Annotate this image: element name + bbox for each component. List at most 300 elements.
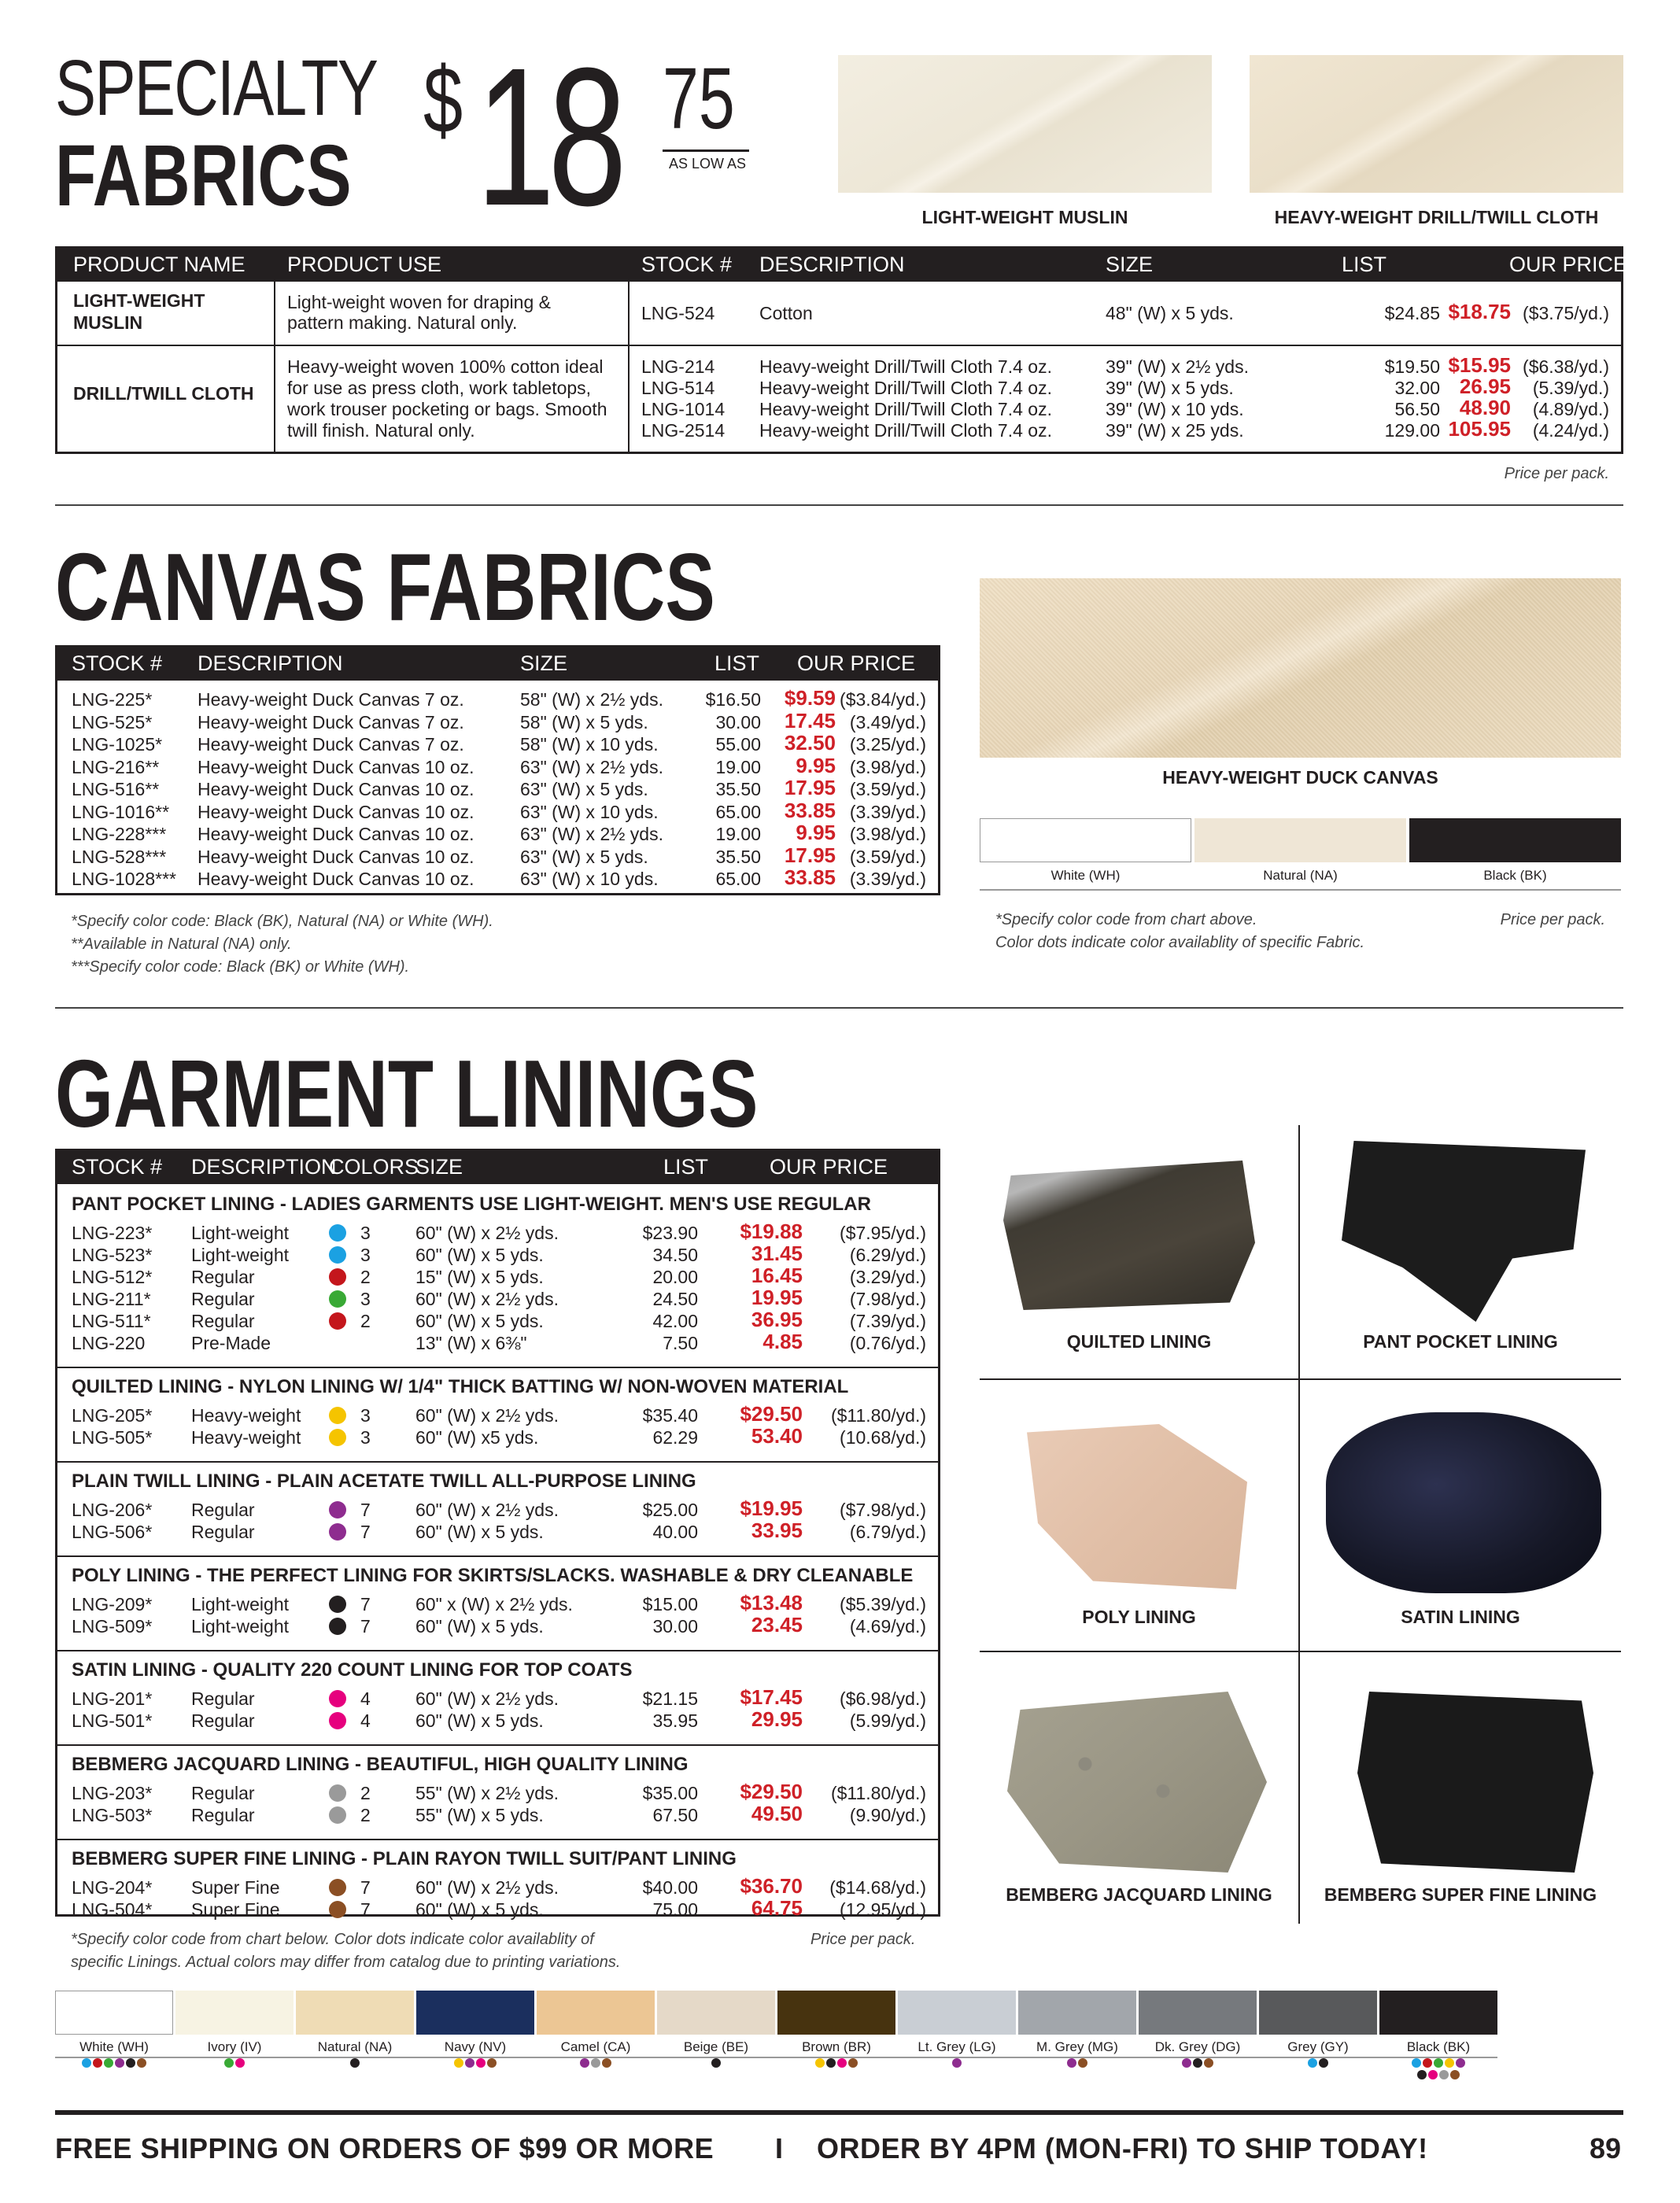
color-availability-dot — [476, 2058, 486, 2068]
swatch — [1259, 1991, 1377, 2035]
color-dot — [329, 1879, 346, 1896]
col-stock: STOCK # — [641, 253, 733, 276]
footer-separator: I — [775, 2132, 784, 2164]
our-price: 105.95 — [1448, 417, 1511, 441]
our-price: 49.50 — [751, 1802, 803, 1825]
swatch — [657, 1991, 775, 2035]
stock-number: LNG-509* — [72, 1616, 153, 1637]
price-per-yard: ($7.98/yd.) — [840, 1500, 926, 1520]
col-our-price: OUR PRICE — [1509, 253, 1628, 276]
grid-vertical-rule — [1298, 1125, 1300, 1924]
size: 55" (W) x 5 yds. — [415, 1805, 544, 1825]
color-count: 3 — [360, 1245, 371, 1265]
col-size: SIZE — [415, 1155, 463, 1179]
list-price: 129.00 — [1384, 420, 1440, 441]
swatch-label: Beige (BE) — [683, 2039, 749, 2054]
list-price: $25.00 — [642, 1500, 698, 1520]
duck-canvas-caption: HEAVY-WEIGHT DUCK CANVAS — [1162, 767, 1438, 788]
our-price: 33.95 — [751, 1518, 803, 1542]
quilted-lining-image — [1003, 1161, 1255, 1310]
color-availability-dot — [93, 2058, 102, 2068]
color-availability-dot — [224, 2058, 234, 2068]
color-availability-dot — [1423, 2058, 1432, 2068]
price-per-yard: ($6.98/yd.) — [840, 1688, 926, 1709]
price-per-yard: (6.29/yd.) — [849, 1245, 926, 1265]
description: Super Fine — [191, 1899, 280, 1920]
description: Heavy-weight Duck Canvas 10 oz. — [198, 801, 474, 822]
size: 13" (W) x 6⅜" — [415, 1333, 527, 1353]
lining-group — [57, 1461, 938, 1463]
swatch-label: M. Grey (MG) — [1036, 2039, 1118, 2054]
section-divider — [55, 1007, 1623, 1009]
list-price: $19.50 — [1384, 356, 1440, 377]
our-price: $9.59 — [784, 686, 836, 710]
our-price: 32.50 — [784, 731, 836, 755]
lining-group-title: QUILTED LINING - NYLON LINING W/ 1/4" THICK BATTING W/ NON-WOVEN MATERIAL — [72, 1376, 849, 1397]
our-price: 53.40 — [751, 1424, 803, 1448]
size: 15" (W) x 5 yds. — [415, 1267, 544, 1287]
price-per-yard: (3.29/yd.) — [849, 1267, 926, 1287]
lining-group — [57, 1184, 938, 1185]
price-per-yard: ($6.38/yd.) — [1523, 356, 1609, 377]
our-price: 19.95 — [751, 1286, 803, 1309]
description: Light-weight — [191, 1223, 290, 1243]
list-price: 75.00 — [652, 1899, 698, 1920]
color-availability-dot — [1434, 2058, 1443, 2068]
stock-number: LNG-1016** — [72, 801, 170, 822]
product-name: MUSLIN — [73, 312, 143, 333]
price-per-yard: (5.39/yd.) — [1532, 378, 1609, 398]
col-description: DESCRIPTION — [191, 1155, 337, 1179]
price-per-yard: (3.25/yd.) — [849, 734, 926, 755]
color-count: 3 — [360, 1405, 371, 1426]
color-availability-dot — [487, 2058, 497, 2068]
swatch — [416, 1991, 534, 2035]
swatch — [537, 1991, 655, 2035]
canvas-note: **Available in Natural (NA) only. — [71, 935, 292, 953]
size: 63" (W) x 2½ yds. — [520, 824, 663, 844]
price-per-yard: (3.39/yd.) — [849, 869, 926, 889]
price-per-yard: ($11.80/yd.) — [830, 1783, 926, 1803]
stock-number: LNG-528*** — [72, 846, 167, 867]
list-price: 62.29 — [652, 1427, 698, 1448]
linings-note: *Specify color code from chart below. Color dots indicate color availablity of — [71, 1931, 594, 1948]
list-price: 40.00 — [652, 1522, 698, 1542]
stock-number: LNG-214 — [641, 356, 715, 377]
stock-number: LNG-211* — [72, 1289, 151, 1309]
color-availability-dot — [82, 2058, 91, 2068]
size: 60" (W) x 5 yds. — [415, 1899, 544, 1920]
stock-number: LNG-2514 — [641, 420, 726, 441]
bemberg-jacquard-caption: BEMBERG JACQUARD LINING — [1006, 1884, 1272, 1905]
col-our-price: OUR PRICE — [770, 1155, 888, 1179]
poly-lining-image — [1027, 1424, 1247, 1589]
col-stock: STOCK # — [72, 1155, 163, 1179]
size: 63" (W) x 10 yds. — [520, 801, 659, 822]
stock-number: LNG-1028*** — [72, 869, 176, 889]
swatch-color-dots — [296, 2058, 414, 2070]
list-price: $15.00 — [642, 1594, 698, 1614]
description: Heavy-weight Duck Canvas 10 oz. — [198, 824, 474, 844]
stock-number: LNG-205* — [72, 1405, 153, 1426]
description: Heavy-weight Drill/Twill Cloth 7.4 oz. — [759, 399, 1052, 419]
light-weight-muslin-image — [838, 55, 1212, 193]
color-availability-dot — [1412, 2058, 1421, 2068]
description: Heavy-weight — [191, 1427, 301, 1448]
row-divider — [57, 345, 1621, 346]
list-price: 56.50 — [1394, 399, 1440, 419]
description: Super Fine — [191, 1877, 280, 1898]
list-price: 55.00 — [715, 734, 761, 755]
color-count: 7 — [360, 1899, 371, 1920]
swatch-label: Navy (NV) — [444, 2039, 507, 2054]
swatch — [1018, 1991, 1136, 2035]
our-price: 9.95 — [796, 753, 836, 777]
swatch-label: White (WH) — [79, 2039, 149, 2054]
color-dot — [329, 1501, 346, 1518]
list-price: $21.15 — [642, 1688, 698, 1709]
description: Pre-Made — [191, 1333, 271, 1353]
linings-table — [55, 1149, 940, 1920]
size: 58" (W) x 5 yds. — [520, 711, 648, 732]
stock-number: LNG-505* — [72, 1427, 153, 1448]
description: Regular — [191, 1688, 255, 1709]
color-availability-dot — [815, 2058, 825, 2068]
swatch-color-dots — [1259, 2058, 1377, 2070]
size: 60" (W) x 2½ yds. — [415, 1289, 559, 1309]
description: Cotton — [759, 303, 813, 323]
list-price: $23.90 — [642, 1223, 698, 1243]
canvas-note: ***Specify color code: Black (BK) or White (WH). — [71, 958, 410, 976]
swatch-color-dots — [55, 2058, 173, 2070]
price-per-yard: ($3.75/yd.) — [1523, 303, 1609, 323]
list-price: $40.00 — [642, 1877, 698, 1898]
description: Heavy-weight — [191, 1405, 301, 1426]
color-availability-dot — [465, 2058, 474, 2068]
price-per-yard: (4.69/yd.) — [849, 1616, 926, 1637]
our-price: 26.95 — [1459, 375, 1511, 398]
canvas-side-notes — [995, 909, 1364, 954]
color-availability-dot — [104, 2058, 113, 2068]
size: 60" (W) x 5 yds. — [415, 1311, 544, 1331]
stock-number: LNG-228*** — [72, 824, 167, 844]
price-per-yard: (3.39/yd.) — [849, 801, 926, 822]
satin-lining-caption: SATIN LINING — [1401, 1607, 1520, 1627]
stock-number: LNG-506* — [72, 1522, 153, 1542]
list-price: 65.00 — [715, 869, 761, 889]
list-price: 35.95 — [652, 1710, 698, 1731]
our-price: 17.45 — [784, 708, 836, 732]
our-price: 16.45 — [751, 1264, 803, 1287]
canvas-swatch-chart — [980, 818, 1621, 865]
col-list: LIST — [714, 651, 760, 675]
product-use: work trouser pocketing or bags. Smooth — [287, 399, 607, 419]
col-product-name: PRODUCT NAME — [73, 253, 246, 276]
description: Regular — [191, 1710, 255, 1731]
color-availability-dot — [591, 2058, 600, 2068]
col-product-use: PRODUCT USE — [287, 253, 442, 276]
price-dollar: $ — [423, 47, 463, 153]
color-availability-dot — [126, 2058, 135, 2068]
color-dot — [329, 1224, 346, 1242]
list-price: 67.50 — [652, 1805, 698, 1825]
description: Regular — [191, 1311, 255, 1331]
color-availability-dot — [1456, 2058, 1465, 2068]
swatch-label: Lt. Grey (LG) — [918, 2039, 996, 2054]
swatch — [1379, 1991, 1497, 2035]
price-per-yard: (3.59/yd.) — [849, 779, 926, 799]
swatch — [55, 1991, 173, 2035]
stock-number: LNG-220 — [72, 1333, 146, 1353]
swatch-label: Black (BK) — [1483, 868, 1547, 883]
color-count: 7 — [360, 1522, 371, 1542]
price-per-yard: (0.76/yd.) — [849, 1333, 926, 1353]
section-divider — [55, 504, 1623, 506]
our-price: $13.48 — [740, 1591, 803, 1614]
price-whole: 18 — [476, 27, 620, 246]
linings-note: specific Linings. Actual colors may differ from catalog due to printing variations. — [71, 1954, 621, 1971]
color-availability-dot — [454, 2058, 463, 2068]
swatch-color-dots — [416, 2058, 534, 2070]
size: 48" (W) x 5 yds. — [1106, 303, 1234, 323]
our-price: 29.95 — [751, 1707, 803, 1731]
our-price: $19.95 — [740, 1496, 803, 1520]
size: 39" (W) x 25 yds. — [1106, 420, 1244, 441]
our-price: 33.85 — [784, 865, 836, 889]
our-price: 33.85 — [784, 798, 836, 822]
list-price: 42.00 — [652, 1311, 698, 1331]
lining-group-title: POLY LINING - THE PERFECT LINING FOR SKIRTS/SLACKS. WASHABLE & DRY CLEANABLE — [72, 1565, 914, 1586]
bemberg-jacquard-image — [1007, 1692, 1267, 1873]
description: Light-weight — [191, 1616, 290, 1637]
satin-lining-image — [1326, 1412, 1601, 1593]
lining-group-title: BEBMERG JACQUARD LINING - BEAUTIFUL, HIGH QUALITY LINING — [72, 1754, 689, 1775]
pant-pocket-lining-caption: PANT POCKET LINING — [1363, 1331, 1558, 1352]
lining-group — [57, 1367, 938, 1368]
color-dot — [329, 1901, 346, 1918]
size: 39" (W) x 10 yds. — [1106, 399, 1244, 419]
our-price: 9.95 — [796, 821, 836, 844]
size: 63" (W) x 2½ yds. — [520, 756, 663, 777]
swatch-label: Grey (GY) — [1287, 2039, 1349, 2054]
color-dot — [329, 1618, 346, 1635]
color-count: 2 — [360, 1311, 371, 1331]
swatch-label-rule — [980, 889, 1621, 891]
linings-table-header — [57, 1151, 938, 1184]
description: Light-weight — [191, 1594, 290, 1614]
list-price: 30.00 — [715, 711, 761, 732]
canvas-notes — [71, 910, 493, 979]
swatch-natural — [1194, 818, 1406, 862]
specialty-title-line1: SPECIALTY — [55, 44, 378, 132]
price-cents: 75 — [663, 50, 735, 147]
color-availability-dot — [1308, 2058, 1317, 2068]
lining-group — [57, 1650, 938, 1651]
list-price: $35.00 — [642, 1783, 698, 1803]
pant-pocket-lining-image — [1342, 1141, 1586, 1322]
color-availability-dot — [1319, 2058, 1328, 2068]
swatch — [898, 1991, 1016, 2035]
swatch-label: White (WH) — [1050, 868, 1121, 883]
price-per-yard: ($3.84/yd.) — [840, 689, 926, 710]
canvas-price-note: Price per pack. — [1500, 911, 1605, 928]
our-price: 4.85 — [762, 1330, 803, 1353]
stock-number: LNG-525* — [72, 711, 153, 732]
color-availability-dot — [115, 2058, 124, 2068]
specialty-price-note: Price per pack. — [1504, 465, 1609, 482]
lining-group-title: PLAIN TWILL LINING - PLAIN ACETATE TWILL ALL-PURPOSE LINING — [72, 1471, 696, 1492]
color-availability-dot — [952, 2058, 962, 2068]
canvas-note: *Specify color code: Black (BK), Natural (NA) or White (WH). — [71, 913, 493, 930]
size: 39" (W) x 5 yds. — [1106, 378, 1234, 398]
list-price: 65.00 — [715, 801, 761, 822]
stock-number: LNG-524 — [641, 303, 715, 323]
list-price: 7.50 — [663, 1333, 698, 1353]
price-per-yard: (6.79/yd.) — [849, 1522, 926, 1542]
color-availability-dot — [826, 2058, 836, 2068]
lining-group-title: BEBMERG SUPER FINE LINING - PLAIN RAYON TWILL SUIT/PANT LINING — [72, 1848, 737, 1869]
list-price: 34.50 — [652, 1245, 698, 1265]
size: 58" (W) x 10 yds. — [520, 734, 659, 755]
specialty-table — [55, 246, 1628, 454]
col-our-price: OUR PRICE — [797, 651, 916, 675]
color-count: 7 — [360, 1877, 371, 1898]
price-per-yard: (4.24/yd.) — [1532, 420, 1609, 441]
list-price: $24.85 — [1384, 303, 1440, 323]
size: 60" (W) x 5 yds. — [415, 1616, 544, 1637]
grid-horizontal-rule — [980, 1651, 1621, 1652]
description: Regular — [191, 1522, 255, 1542]
stock-number: LNG-503* — [72, 1805, 153, 1825]
product-name: LIGHT-WEIGHT — [73, 290, 205, 311]
color-dot — [329, 1407, 346, 1424]
canvas-side-note: Color dots indicate color availablity of specific Fabric. — [995, 934, 1365, 951]
size: 60" (W) x 2½ yds. — [415, 1500, 559, 1520]
swatch-color-dots — [777, 2058, 895, 2070]
color-count: 3 — [360, 1427, 371, 1448]
color-count: 4 — [360, 1710, 371, 1731]
color-availability-dot — [1417, 2070, 1427, 2079]
color-availability-dot — [837, 2058, 847, 2068]
lining-group — [57, 1744, 938, 1746]
list-price: 24.50 — [652, 1289, 698, 1309]
stock-number: LNG-501* — [72, 1710, 153, 1731]
drill-twill-image — [1250, 55, 1623, 193]
size: 58" (W) x 2½ yds. — [520, 689, 663, 710]
stock-number: LNG-514 — [641, 378, 715, 398]
swatch-color-dots — [1407, 2058, 1470, 2082]
swatch-label: Black (BK) — [1406, 2039, 1471, 2054]
size: 60" (W) x 2½ yds. — [415, 1688, 559, 1709]
stock-number: LNG-201* — [72, 1688, 153, 1709]
description: Heavy-weight Duck Canvas 7 oz. — [198, 734, 464, 755]
description: Regular — [191, 1500, 255, 1520]
swatch-label: Brown (BR) — [802, 2039, 871, 2054]
product-use: pattern making. Natural only. — [287, 312, 518, 333]
color-dot — [329, 1429, 346, 1446]
size: 63" (W) x 5 yds. — [520, 846, 648, 867]
bemberg-super-fine-caption: BEMBERG SUPER FINE LINING — [1324, 1884, 1597, 1905]
stock-number: LNG-523* — [72, 1245, 153, 1265]
color-availability-dot — [1428, 2070, 1438, 2079]
price-per-yard: ($14.68/yd.) — [829, 1877, 926, 1898]
size: 60" (W) x 5 yds. — [415, 1245, 544, 1265]
color-availability-dot — [602, 2058, 611, 2068]
swatch — [175, 1991, 294, 2035]
description: Heavy-weight Duck Canvas 10 oz. — [198, 756, 474, 777]
our-price: $15.95 — [1448, 353, 1511, 377]
swatch-color-dots — [1139, 2058, 1257, 2070]
col-description: DESCRIPTION — [198, 651, 343, 675]
color-dot — [329, 1268, 346, 1286]
color-count: 4 — [360, 1688, 371, 1709]
size: 60" (W) x 5 yds. — [415, 1710, 544, 1731]
description: Heavy-weight Duck Canvas 10 oz. — [198, 779, 474, 799]
footer-right: ORDER BY 4PM (MON-FRI) TO SHIP TODAY! — [817, 2132, 1428, 2164]
swatch-label: Ivory (IV) — [207, 2039, 262, 2054]
size: 60" (W) x 2½ yds. — [415, 1877, 559, 1898]
col-list: LIST — [663, 1155, 709, 1179]
specialty-table-header — [57, 249, 1628, 282]
color-dot — [329, 1246, 346, 1264]
price-per-yard: (7.39/yd.) — [849, 1311, 926, 1331]
swatch-color-dots — [175, 2058, 294, 2070]
color-dot — [329, 1806, 346, 1824]
price-per-yard: (3.98/yd.) — [849, 756, 926, 777]
price-per-yard: (9.90/yd.) — [849, 1805, 926, 1825]
size: 39" (W) x 2½ yds. — [1106, 356, 1249, 377]
our-price: 36.95 — [751, 1308, 803, 1331]
swatch-label: Dk. Grey (DG) — [1154, 2039, 1241, 2054]
list-price: $16.50 — [705, 689, 761, 710]
color-availability-dot — [1182, 2058, 1191, 2068]
swatch-label: Camel (CA) — [560, 2039, 631, 2054]
description: Regular — [191, 1805, 255, 1825]
lining-images-grid — [980, 1125, 1621, 1924]
linings-price-note: Price per pack. — [810, 1931, 916, 1948]
product-use: Heavy-weight woven 100% cotton ideal — [287, 356, 604, 377]
color-availability-dot — [137, 2058, 146, 2068]
stock-number: LNG-504* — [72, 1899, 153, 1920]
column-divider — [628, 282, 630, 452]
our-price: $29.50 — [740, 1780, 803, 1803]
swatch — [1139, 1991, 1257, 2035]
list-price: 32.00 — [1394, 378, 1440, 398]
size: 60" (W) x 5 yds. — [415, 1522, 544, 1542]
price-per-yard: (3.49/yd.) — [849, 711, 926, 732]
product-name: DRILL/TWILL CLOTH — [73, 383, 254, 404]
canvas-table-header — [57, 648, 938, 681]
page-number: 89 — [1589, 2132, 1621, 2164]
poly-lining-caption: POLY LINING — [1082, 1607, 1196, 1627]
duck-canvas-image — [980, 578, 1621, 758]
stock-number: LNG-1025* — [72, 734, 163, 755]
swatch-label-rule — [55, 2057, 1497, 2058]
linings-title: GARMENT LININGS — [55, 1040, 759, 1147]
linings-notes — [71, 1928, 620, 1974]
stock-number: LNG-204* — [72, 1877, 153, 1898]
lining-group-title: PANT POCKET LINING - LADIES GARMENTS USE LIGHT-WEIGHT. MEN'S USE REGULAR — [72, 1194, 871, 1215]
color-count: 3 — [360, 1223, 371, 1243]
color-count: 2 — [360, 1783, 371, 1803]
swatch — [296, 1991, 414, 2035]
price-per-yard: ($7.95/yd.) — [840, 1223, 926, 1243]
color-dot — [329, 1596, 346, 1613]
color-availability-dot — [1445, 2058, 1454, 2068]
color-count: 7 — [360, 1500, 371, 1520]
col-stock: STOCK # — [72, 651, 163, 675]
price-per-yard: ($5.39/yd.) — [840, 1594, 926, 1614]
